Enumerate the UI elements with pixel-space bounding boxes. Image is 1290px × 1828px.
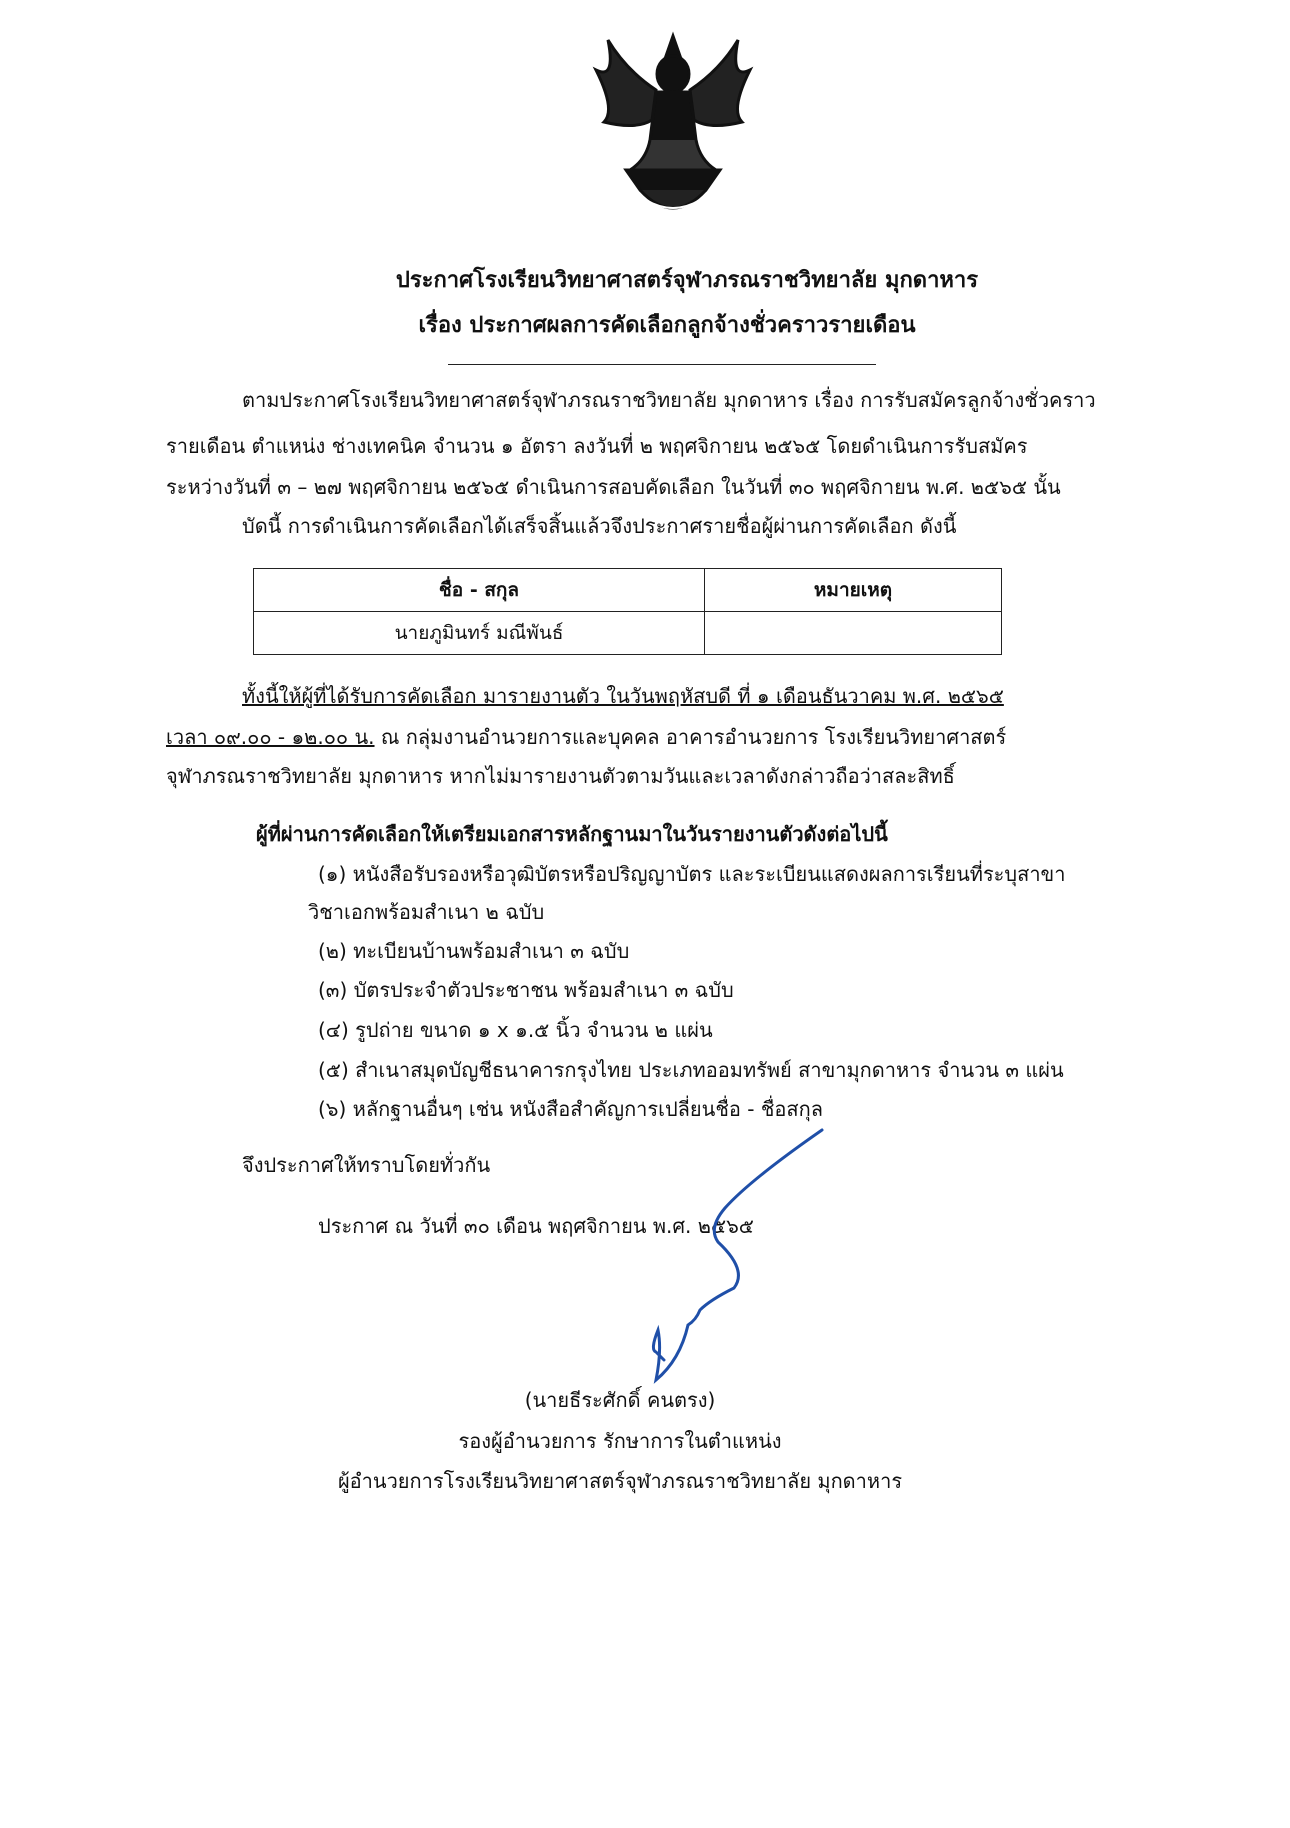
document-item-5: (๕) สำเนาสมุดบัญชีธนาคารกรุงไทย ประเภทออมทรัพย์ สาขามุกดาหาร จำนวน ๓ แผ่น xyxy=(318,1058,1064,1082)
intro-line-2: รายเดือน ตำแหน่ง ช่างเทคนิค จำนวน ๑ อัตรา ลงวันที่ ๒ พฤศจิกายน ๒๕๖๕ โดยดำเนินการรับสมัคร xyxy=(166,434,1028,458)
selection-result-table xyxy=(253,568,1002,655)
report-time: เวลา ๐๙.๐๐ - ๑๒.๐๐ น. xyxy=(166,725,375,749)
garuda-emblem-icon xyxy=(586,30,760,226)
announcement-subject: เรื่อง ประกาศผลการคัดเลือกลูกจ้างชั่วคราวรายเดือน xyxy=(418,313,916,338)
announcement-title: ประกาศโรงเรียนวิทยาศาสตร์จุฬาภรณราชวิทยาลัย มุกดาหาร xyxy=(395,268,979,293)
signer-title-1: รองผู้อำนวยการ รักษาการในตำแหน่ง xyxy=(458,1429,782,1453)
document-item-1: (๑) หนังสือรับรองหรือวุฒิบัตรหรือปริญญาบัตร และระเบียนแสดงผลการเรียนที่ระบุสาขา xyxy=(318,862,1066,886)
document-item-3: (๓) บัตรประจำตัวประชาชน พร้อมสำเนา ๓ ฉบับ xyxy=(318,978,734,1002)
document-item-4: (๔) รูปถ่าย ขนาด ๑ x ๑.๕ นิ้ว จำนวน ๒ แผ่น xyxy=(318,1018,713,1042)
closing-announcement: จึงประกาศให้ทราบโดยทั่วกัน xyxy=(242,1153,491,1177)
signer-name: (นายธีระศักดิ์ คนตรง) xyxy=(524,1388,716,1412)
column-header-note: หมายเหตุ xyxy=(705,569,1002,612)
announcement-date: ประกาศ ณ วันที่ ๓๐ เดือน พฤศจิกายน พ.ศ. ๒๕๖๕ xyxy=(318,1214,754,1238)
title-divider xyxy=(448,364,876,365)
intro-line-4: บัดนี้ การดำเนินการคัดเลือกได้เสร็จสิ้นแล้วจึงประกาศรายชื่อผู้ผ่านการคัดเลือก ดังนี้ xyxy=(242,514,957,538)
signer-title-2: ผู้อำนวยการโรงเรียนวิทยาศาสตร์จุฬาภรณราชวิทยาลัย มุกดาหาร xyxy=(337,1469,903,1493)
report-line-1: ทั้งนี้ให้ผู้ที่ได้รับการคัดเลือก มารายงานตัว ในวันพฤหัสบดี ที่ ๑ เดือนธันวาคม พ.ศ. ๒๕๖๕ xyxy=(242,684,1004,708)
documents-heading: ผู้ที่ผ่านการคัดเลือกให้เตรียมเอกสารหลักฐานมาในวันรายงานตัวดังต่อไปนี้ xyxy=(256,822,888,846)
intro-line-1: ตามประกาศโรงเรียนวิทยาศาสตร์จุฬาภรณราชวิทยาลัย มุกดาหาร เรื่อง การรับสมัครลูกจ้างชั่วคราว xyxy=(242,388,1096,412)
document-item-6: (๖) หลักฐานอื่นๆ เช่น หนังสือสำคัญการเปลี่ยนชื่อ - ชื่อสกุล xyxy=(318,1097,823,1121)
report-place: ณ กลุ่มงานอำนวยการและบุคคล อาคารอำนวยการ โรงเรียนวิทยาศาสตร์ xyxy=(374,725,1007,749)
table-row xyxy=(254,612,1002,655)
column-header-name: ชื่อ - สกุล xyxy=(254,569,705,612)
document-item-2: (๒) ทะเบียนบ้านพร้อมสำเนา ๓ ฉบับ xyxy=(318,939,630,963)
report-line-3: จุฬาภรณราชวิทยาลัย มุกดาหาร หากไม่มารายงานตัวตามวันและเวลาดังกล่าวถือว่าสละสิทธิ์ xyxy=(166,764,955,788)
cell-note xyxy=(705,612,1002,655)
document-item-1-cont: วิชาเอกพร้อมสำเนา ๒ ฉบับ xyxy=(308,900,545,924)
handwritten-signature xyxy=(600,1120,850,1400)
report-line-2 xyxy=(166,722,1006,752)
cell-name: นายภูมินทร์ มณีพันธ์ xyxy=(254,612,705,655)
intro-line-3: ระหว่างวันที่ ๓ – ๒๗ พฤศจิกายน ๒๕๖๕ ดำเนินการสอบคัดเลือก ในวันที่ ๓๐ พฤศจิกายน พ.ศ. ๒๕๖๕ นั้น xyxy=(166,475,1061,499)
